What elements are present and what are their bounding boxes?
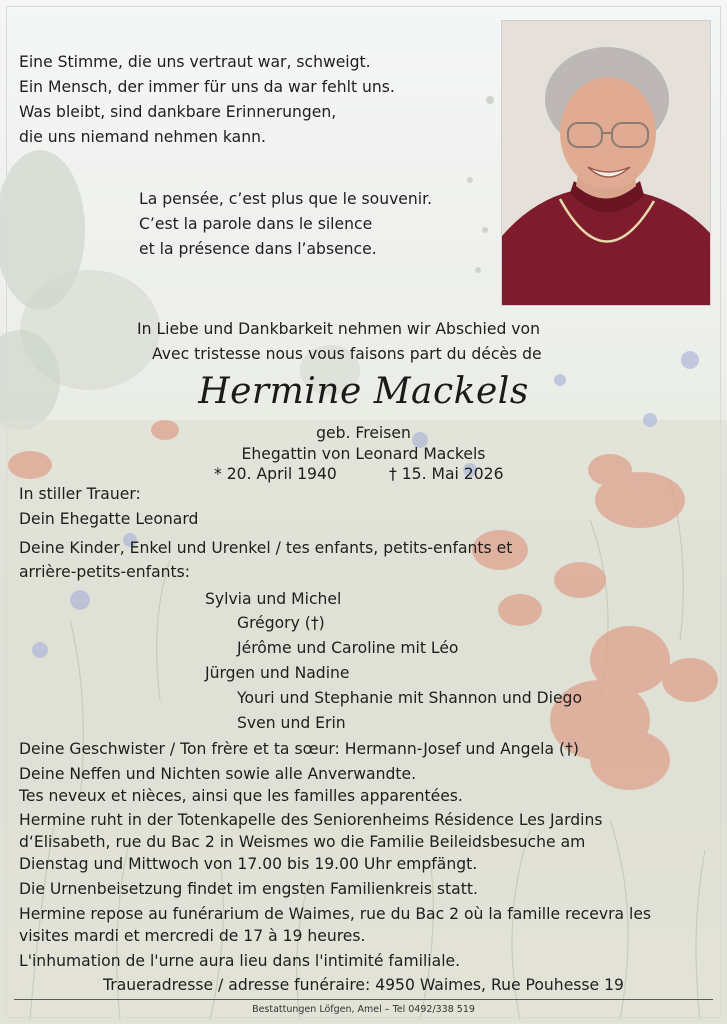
verse-french	[139, 187, 432, 262]
intro-french: Avec tristesse nous vous faisons part du décès de	[152, 345, 542, 363]
intro-german: In Liebe und Dankbarkeit nehmen wir Abschied von	[137, 320, 540, 338]
rest-notice-french-line: visites mardi et mercredi de 17 à 19 heures.	[19, 927, 366, 945]
family-member: Jürgen und Nadine	[205, 664, 350, 682]
family-member: Youri und Stephanie mit Shannon und Diego	[237, 689, 582, 707]
portrait-illustration	[502, 21, 710, 305]
funeral-home-footer: Bestattungen Löfgen, Amel – Tel 0492/338 519	[252, 1004, 475, 1015]
rest-notice-german-line: Dienstag und Mittwoch von 17.00 bis 19.00 Uhr empfängt.	[19, 855, 478, 873]
urn-notice-german: Die Urnenbeisetzung findet im engsten Familienkreis statt.	[19, 880, 478, 898]
verse-german	[19, 50, 395, 150]
verse-line: Was bleibt, sind dankbare Erinnerungen,	[19, 103, 337, 121]
mourner-relatives-german: Deine Neffen und Nichten sowie alle Anverwandte.	[19, 765, 417, 783]
family-member: Sylvia und Michel	[205, 590, 342, 608]
mourners-heading: In stiller Trauer:	[19, 485, 141, 503]
rest-notice-french-line: Hermine repose au funérarium de Waimes, rue du Bac 2 où la famille recevra les	[19, 905, 652, 923]
verse-line: die uns niemand nehmen kann.	[19, 128, 266, 146]
verse-line: et la présence dans l’absence.	[139, 240, 377, 258]
mourner-spouse: Dein Ehegatte Leonard	[19, 510, 199, 528]
family-member: Sven und Erin	[237, 714, 346, 732]
rest-notice-german-line: d‘Elisabeth, rue du Bac 2 in Weismes wo die Familie Beileidsbesuche am	[19, 833, 586, 851]
family-member: Grégory (†)	[237, 614, 325, 632]
verse-line: Ein Mensch, der immer für uns da war fehlt uns.	[19, 78, 395, 96]
death-date: † 15. Mai 2026	[389, 465, 504, 483]
deceased-name: Hermine Mackels	[198, 371, 529, 412]
mourner-relatives-french: Tes neveux et nièces, ainsi que les familles apparentées.	[19, 787, 463, 805]
verse-line: Eine Stimme, die uns vertraut war, schweigt.	[19, 53, 371, 71]
mourner-children-cont: arrière-petits-enfants:	[19, 563, 191, 581]
verse-line: La pensée, c’est plus que le souvenir.	[139, 190, 433, 208]
verse-line: C’est la parole dans le silence	[139, 215, 373, 233]
portrait-photo	[501, 20, 711, 306]
footer-divider	[14, 999, 713, 1000]
mourner-children: Deine Kinder, Enkel und Urenkel / tes enfants, petits-enfants et	[19, 539, 513, 557]
urn-notice-french: L'inhumation de l'urne aura lieu dans l'intimité familiale.	[19, 952, 461, 970]
birth-date: * 20. April 1940	[214, 465, 337, 483]
family-member: Jérôme und Caroline mit Léo	[237, 639, 459, 657]
rest-notice-german-line: Hermine ruht in der Totenkapelle des Seniorenheims Résidence Les Jardins	[19, 811, 603, 829]
maiden-name: geb. Freisen	[316, 424, 411, 442]
mourner-siblings: Deine Geschwister / Ton frère et ta sœur: Hermann-Josef und Angela (†)	[19, 740, 579, 758]
spouse-line: Ehegattin von Leonard Mackels	[241, 445, 486, 463]
funeral-address: Traueradresse / adresse funéraire: 4950 Waimes, Rue Pouhesse 19	[103, 976, 624, 994]
